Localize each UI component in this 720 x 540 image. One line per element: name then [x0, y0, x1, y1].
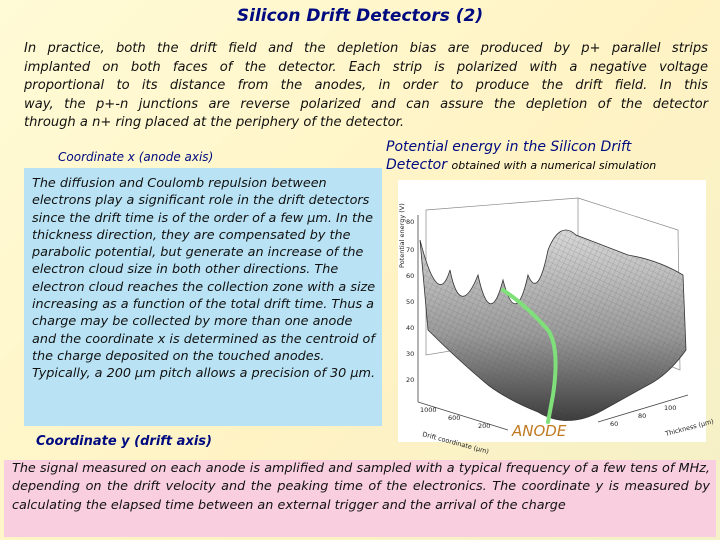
y-tick: 60: [610, 420, 619, 428]
intro-paragraph: [24, 40, 708, 133]
coordinate-x-label: Coordinate x (anode axis): [58, 150, 214, 164]
intro-line: way, the p+-n junctions are reverse polarized and can assure the depletion of the detector: [24, 96, 708, 112]
signal-textbox: The signal measured on each anode is amplified and sampled with a typical frequency of a few tens of MHz, depending on the drift velocity and the peaking time of the electronics. The coordinate y is measured by calculating the elapsed time between an external trigger and the arrival of the charge: [4, 460, 716, 537]
z-tick: 40: [406, 324, 415, 332]
z-tick: 50: [406, 298, 415, 306]
z-axis-label: Potential energy (V): [398, 203, 406, 268]
potential-subtitle: obtained with a numerical simulation: [451, 159, 657, 172]
diffusion-textbox: The diffusion and Coulomb repulsion between electrons play a significant role in the drift detectors since the drift time is of the order of a few μm. In the thickness direction, they are compensated by the parabolic potential, but generate an increase of the electron cloud size in both other directions. The electron cloud reaches the collection zone with a size increasing as a function of the total drift time. Thus a charge may be collected by more than one anode and the coordinate x is determined as the centroid of the charge deposited on the touched anodes. Typically, a 200 μm pitch allows a precision of 30 μm.: [24, 168, 382, 426]
slide-title: Silicon Drift Detectors (2): [236, 6, 484, 26]
z-tick: 30: [406, 350, 415, 358]
z-tick: 80: [406, 218, 415, 226]
potential-title-2: Detector: [386, 157, 448, 173]
coordinate-y-label: Coordinate y (drift axis): [36, 434, 212, 449]
intro-line: through a n+ ring placed at the periphery of the detector.: [24, 115, 405, 131]
potential-title-line2: [386, 156, 718, 175]
potential-surface-plot: [398, 180, 715, 456]
x-tick: 1000: [420, 406, 437, 414]
z-tick: 20: [406, 376, 415, 384]
z-tick: 70: [406, 246, 415, 254]
intro-line: In practice, both the drift field and the depletion bias are produced by p+ parallel strips: [24, 41, 708, 56]
y-tick: 80: [638, 412, 647, 420]
surface-svg: [398, 180, 715, 456]
intro-line: proportional to its distance from the anodes, in order to produce the drift field. In this: [24, 78, 708, 94]
y-axis-label: Thickness (μm): [664, 417, 715, 438]
x-tick: 200: [478, 422, 491, 430]
anode-label: ANODE: [512, 422, 567, 440]
potential-caption: [386, 138, 718, 175]
x-axis-label: Drift coordinate (μm): [421, 430, 490, 456]
intro-line: implanted on both faces of the detector. Each strip is polarized with a negative voltage: [24, 59, 708, 75]
x-tick: 600: [448, 414, 461, 422]
y-tick: 100: [664, 404, 677, 412]
potential-title: Potential energy in the Silicon Drift: [386, 139, 632, 155]
z-tick: 60: [406, 272, 415, 280]
